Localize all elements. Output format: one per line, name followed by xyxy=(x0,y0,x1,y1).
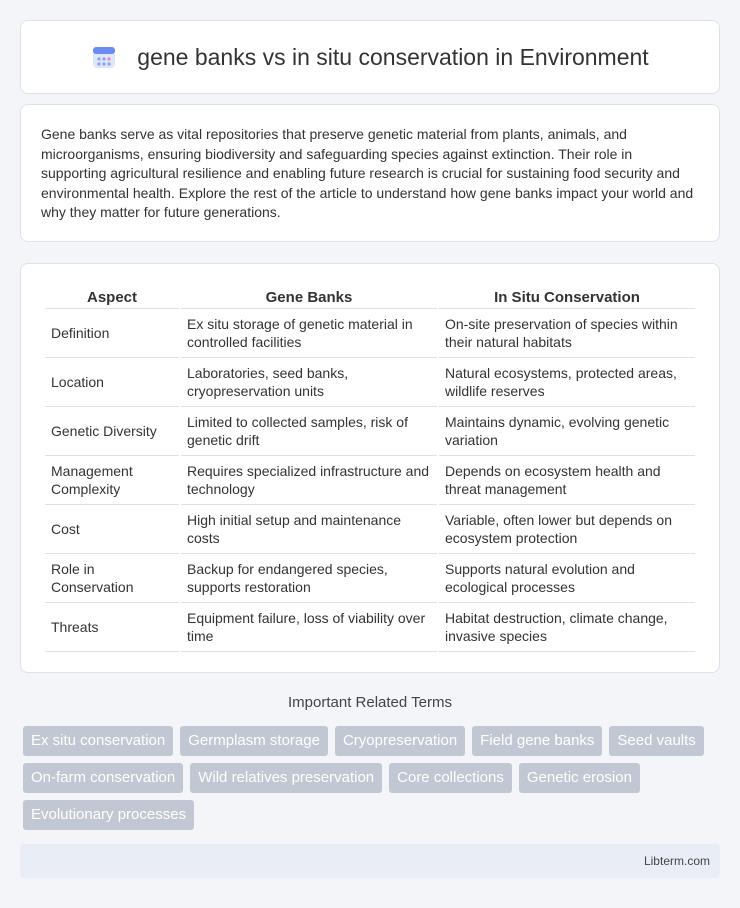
term-tag[interactable]: Field gene banks xyxy=(472,726,602,756)
row-aspect: Definition xyxy=(45,309,179,358)
intro-card xyxy=(20,104,720,242)
row-gene-banks: High initial setup and maintenance costs xyxy=(181,505,437,554)
table-row xyxy=(45,407,695,456)
row-in-situ: On-site preservation of species within their natural habitats xyxy=(439,309,695,358)
term-tag[interactable]: Evolutionary processes xyxy=(23,800,194,830)
intro-paragraph: Gene banks serve as vital repositories that preserve genetic material from plants, animals, and microorganisms, ensuring biodiversity and safeguarding species against extinction. Their role in supporting agricultural resilience and enabling future research is crucial for sustaining food security and environmental health. Explore the rest of the article to understand how gene banks impact your world and why they matter for future generations. xyxy=(41,126,694,220)
comparison-table-card xyxy=(20,263,720,673)
row-gene-banks: Laboratories, seed banks, cryopreservation units xyxy=(181,358,437,407)
term-tag[interactable]: Seed vaults xyxy=(609,726,703,756)
row-gene-banks: Requires specialized infrastructure and technology xyxy=(181,456,437,505)
row-in-situ: Habitat destruction, climate change, invasive species xyxy=(439,603,695,652)
table-header-row xyxy=(45,284,695,309)
term-tag[interactable]: Core collections xyxy=(389,763,512,793)
row-aspect: Role in Conservation xyxy=(45,554,179,603)
related-terms-list xyxy=(23,726,723,830)
row-in-situ: Variable, often lower but depends on ecosystem protection xyxy=(439,505,695,554)
row-gene-banks: Backup for endangered species, supports restoration xyxy=(181,554,437,603)
table-row xyxy=(45,505,695,554)
header-card xyxy=(20,20,720,94)
row-gene-banks: Ex situ storage of genetic material in controlled facilities xyxy=(181,309,437,358)
calendar-app-icon xyxy=(91,44,117,70)
footer-brand-link[interactable]: Libterm.com xyxy=(643,854,710,868)
header-in-situ: In Situ Conservation xyxy=(439,284,695,309)
term-tag[interactable]: On-farm conservation xyxy=(23,763,183,793)
row-in-situ: Supports natural evolution and ecological processes xyxy=(439,554,695,603)
row-aspect: Threats xyxy=(45,603,179,652)
term-tag[interactable]: Ex situ conservation xyxy=(23,726,173,756)
row-in-situ: Natural ecosystems, protected areas, wildlife reserves xyxy=(439,358,695,407)
row-aspect: Location xyxy=(45,358,179,407)
footer xyxy=(20,844,720,878)
related-terms-title: Important Related Terms xyxy=(288,694,452,711)
table-row xyxy=(45,456,695,505)
term-tag[interactable]: Wild relatives preservation xyxy=(190,763,382,793)
page-title: gene banks vs in situ conservation in Environment xyxy=(137,43,649,70)
row-gene-banks: Equipment failure, loss of viability over time xyxy=(181,603,437,652)
row-in-situ: Depends on ecosystem health and threat management xyxy=(439,456,695,505)
row-aspect: Cost xyxy=(45,505,179,554)
row-aspect: Genetic Diversity xyxy=(45,407,179,456)
header-gene-banks: Gene Banks xyxy=(181,284,437,309)
row-gene-banks: Limited to collected samples, risk of genetic drift xyxy=(181,407,437,456)
table-row xyxy=(45,603,695,652)
table-row xyxy=(45,309,695,358)
term-tag[interactable]: Cryopreservation xyxy=(335,726,465,756)
term-tag[interactable]: Genetic erosion xyxy=(519,763,640,793)
table-row xyxy=(45,554,695,603)
row-in-situ: Maintains dynamic, evolving genetic variation xyxy=(439,407,695,456)
term-tag[interactable]: Germplasm storage xyxy=(180,726,328,756)
row-aspect: Management Complexity xyxy=(45,456,179,505)
comparison-table xyxy=(43,284,697,652)
table-row xyxy=(45,358,695,407)
header-aspect: Aspect xyxy=(45,284,179,309)
